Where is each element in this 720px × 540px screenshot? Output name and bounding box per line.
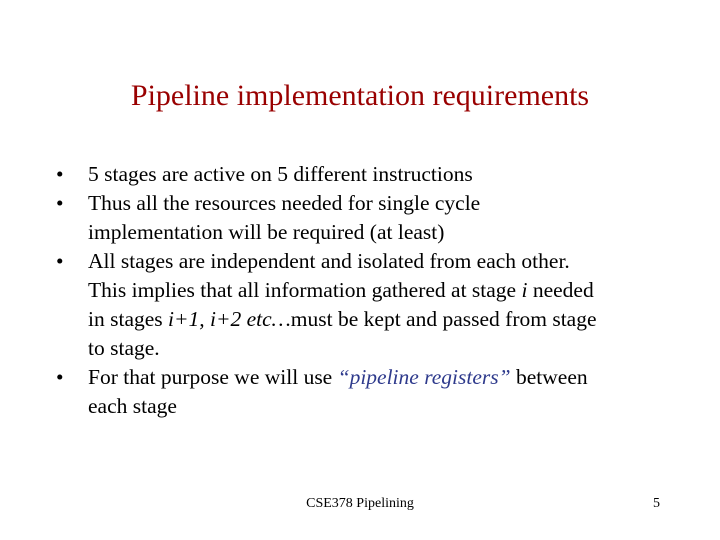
bullet-text: This implies that all information gathered at stage (88, 278, 522, 302)
bullet-item (56, 363, 706, 421)
highlighted-term: “pipeline registers” (337, 365, 511, 389)
bullet-item (56, 189, 706, 247)
bullet-text: must be kept and passed from stage (290, 307, 597, 331)
bullet-text: needed (527, 278, 594, 302)
slide-title: Pipeline implementation requirements (130, 79, 590, 112)
bullet-text: Thus all the resources needed for single cycle (88, 191, 481, 215)
bullet-marker: • (56, 249, 64, 273)
bullet-line (88, 392, 706, 421)
bullet-text: implementation will be required (at least) (88, 220, 445, 244)
bullet-line (88, 189, 706, 218)
bullet-marker: • (56, 365, 64, 389)
bullet-text: between (510, 365, 588, 389)
page-number: 5 (653, 496, 660, 511)
bullet-marker: • (56, 162, 64, 186)
bullet-item (56, 247, 706, 363)
footer-course-label: CSE378 Pipelining (306, 496, 414, 511)
bullet-text: each stage (88, 394, 177, 418)
bullet-line (88, 334, 706, 363)
bullet-item (56, 160, 706, 189)
bullet-line (88, 305, 706, 334)
bullet-text: All stages are independent and isolated from each other. (88, 249, 570, 273)
bullet-text: in stages (88, 307, 169, 331)
bullet-line (88, 160, 706, 189)
italic-term: i+1, i+2 etc… (168, 307, 291, 331)
bullet-line (88, 247, 706, 276)
bullet-text: 5 stages are active on 5 different instructions (88, 162, 473, 186)
bullet-marker: • (56, 191, 64, 215)
bullet-line (88, 276, 706, 305)
bullet-text: For that purpose we will use (88, 365, 338, 389)
bullet-text: to stage. (88, 336, 160, 360)
italic-term: i (521, 278, 528, 302)
bullet-line (88, 363, 706, 392)
bullet-line (88, 218, 706, 247)
bullet-list (56, 160, 706, 421)
